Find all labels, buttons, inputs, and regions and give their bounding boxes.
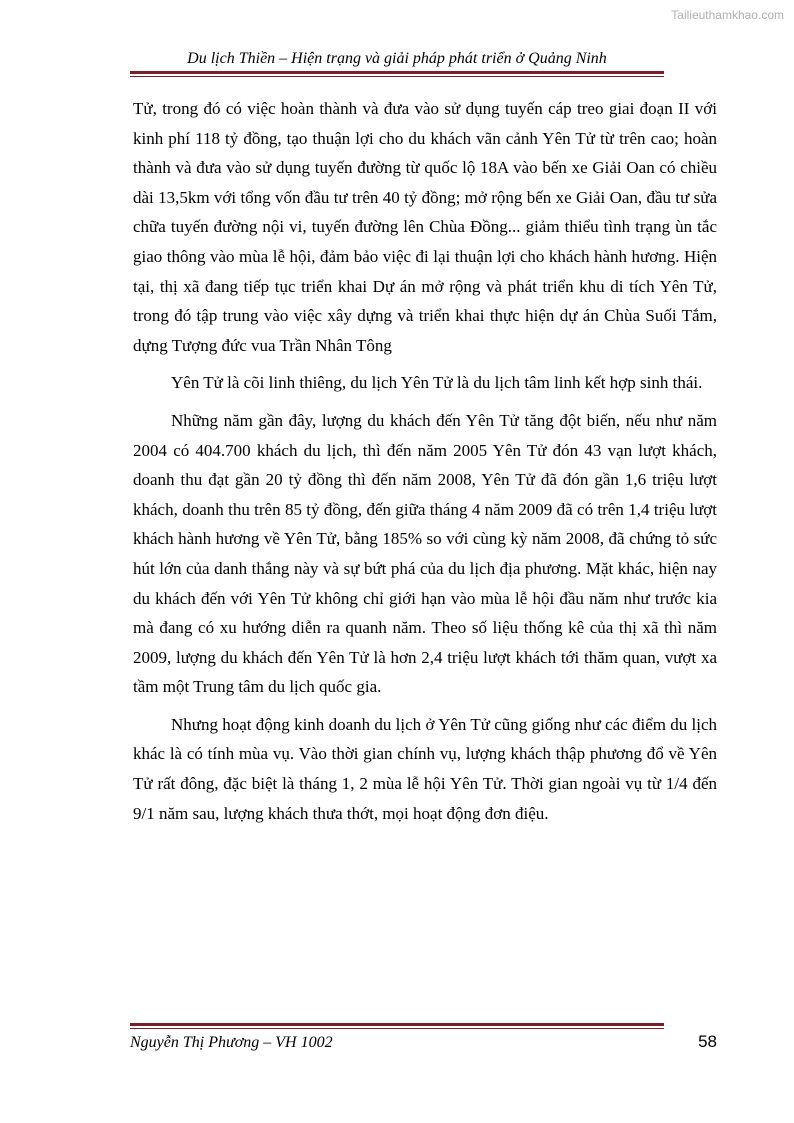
footer-rule [130, 1023, 664, 1029]
paragraph-4: Nhưng hoạt động kinh doanh du lịch ở Yên Tử cũng giống như các điểm du lịch khác là có tính mùa vụ. Vào thời gian chính vụ, lượng khách thập phương đổ về Yên Tử rất đông, đặc biệt là tháng 1, 2 mùa lễ hội Yên Tử. Thời gian ngoài vụ từ 1/4 đến 9/1 năm sau, lượng khách thưa thớt, mọi hoạt động đơn điệu. [133, 714, 717, 823]
footer-author: Nguyễn Thị Phương – VH 1002 [130, 1034, 333, 1051]
page-number: 58 [698, 1032, 717, 1051]
body-text [133, 94, 717, 836]
paragraph-2: Yên Tử là cõi linh thiêng, du lịch Yên Tử là du lịch tâm linh kết hợp sinh thái. [171, 373, 703, 393]
watermark: Tailieuthamkhao.com [671, 8, 784, 22]
paragraph-1: Tử, trong đó có việc hoàn thành và đưa vào sử dụng tuyến cáp treo giai đoạn II với kinh phí 118 tỷ đồng, tạo thuận lợi cho du khách vãn cảnh Yên Tử từ trên cao; hoàn thành và đưa vào sử dụng tuyến đường từ quốc lộ 18A vào bến xe Giải Oan có chiều dài 13,5km với tổng vốn đầu tư trên 40 tỷ đồng; mở rộng bến xe Giải Oan, đầu tư sửa chữa tuyến đường nội vi, tuyến đường lên Chùa Đồng... giảm thiểu tình trạng ùn tắc giao thông vào mùa lễ hội, đảm bảo việc đi lại thuận lợi cho khách hành hương. Hiện tại, thị xã đang tiếp tục triển khai Dự án mở rộng và phát triển khu di tích Yên Tử, trong đó tập trung vào việc xây dựng và triển khai thực hiện dự án Chùa Suối Tắm, dựng Tượng đức vua Trần Nhân Tông [133, 99, 717, 355]
header-rule [130, 71, 664, 77]
paragraph-3: Những năm gần đây, lượng du khách đến Yên Tử tăng đột biến, nếu như năm 2004 có 404.700 khách du lịch, thì đến năm 2005 Yên Tử đón 43 vạn lượt khách, doanh thu đạt gần 20 tỷ đồng thì đến năm 2008, Yên Tử đã đón gần 1,6 triệu lượt khách, doanh thu trên 85 tỷ đồng, đến giữa tháng 4 năm 2009 đã có trên 1,4 triệu lượt khách hành hương về Yên Tử, bằng 185% so với cùng kỳ năm 2008, đã chứng tỏ sức hút lớn của danh thắng này và sự bứt phá của du lịch địa phương. Mặt khác, hiện nay du khách đến với Yên Tử không chỉ giới hạn vào mùa lễ hội đầu năm như trước kia mà đang có xu hướng diễn ra quanh năm. Theo số liệu thống kê của thị xã thì năm 2009, lượng du khách đến Yên Tử là hơn 2,4 triệu lượt khách tới thăm quan, vượt xa tầm một Trung tâm du lịch quốc gia. [133, 410, 717, 697]
running-header-title: Du lịch Thiền – Hiện trạng và giải pháp phát triển ở Quảng Ninh [187, 50, 607, 67]
